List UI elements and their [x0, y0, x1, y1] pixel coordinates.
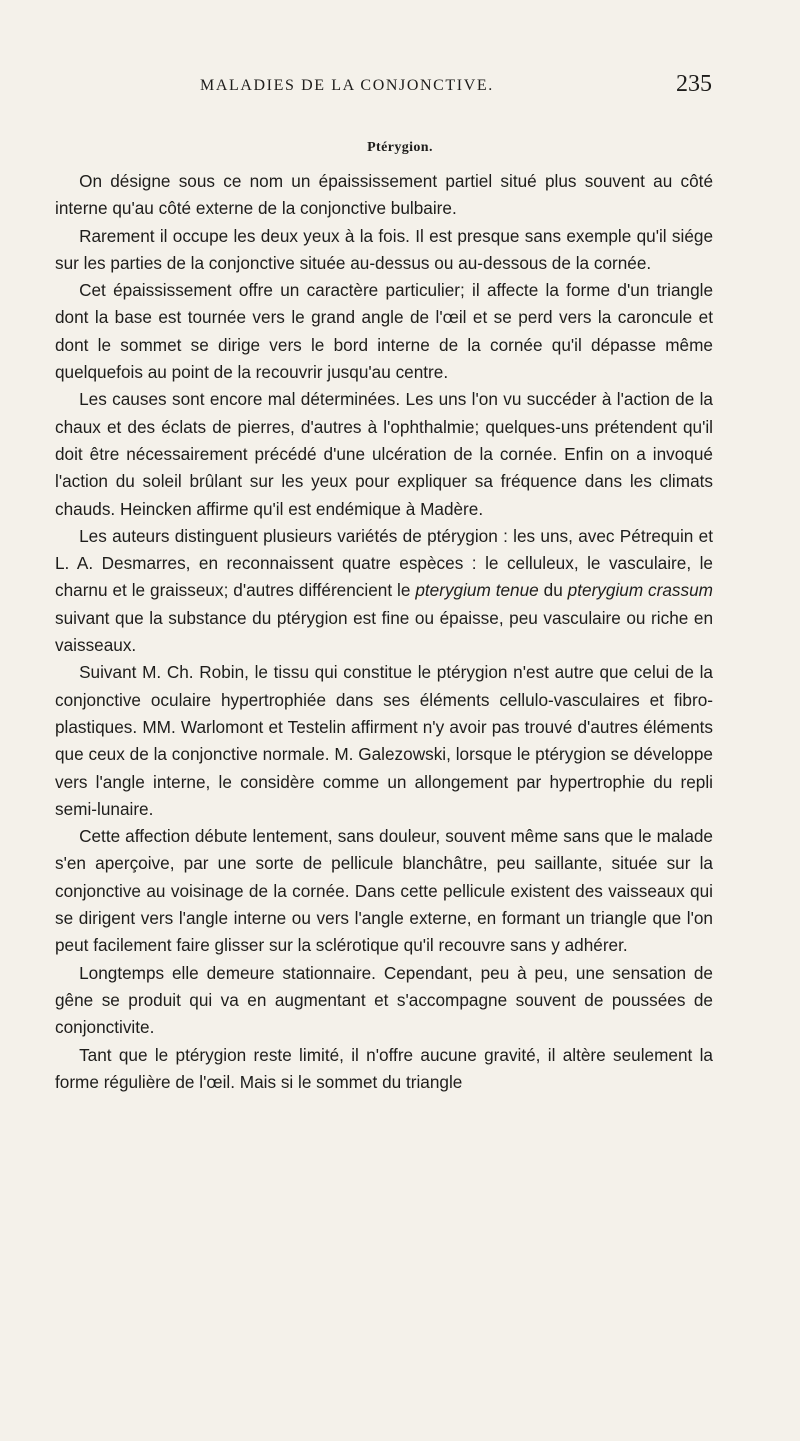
section-title: Ptérygion.: [367, 140, 433, 155]
running-head: MALADIES DE LA CONJONCTIVE.: [200, 77, 494, 94]
page-header: [200, 71, 712, 107]
paragraph-text: Les auteurs distinguent plusieurs variétés de ptérygion : les uns, avec Pétrequin et L. A. Desmarres, en reconnaissent quatre espèces : le celluleux, le vasculaire, le charnu et le graisseux; d'autres différencient le: [55, 525, 713, 601]
paragraph-text: du: [538, 580, 568, 601]
paragraph: Les causes sont encore mal déterminées. Les uns l'on vu succéder à l'action de la chaux et des éclats de pierres, d'autres à l'ophthalmie; quelques-uns prétendent qu'il doit être nécessairement précédé d'une ulcération de la cornée. Enfin on a invoqué l'action du soleil brûlant sur les yeux pour expliquer sa fréquence dans les climats chauds. Heincken affirme qu'il est endémique à Madère.: [55, 389, 713, 519]
italic-term: pterygium tenue: [415, 580, 539, 601]
paragraph: Longtemps elle demeure stationnaire. Cependant, peu à peu, une sensation de gêne se produit qui va en augmentant et s'accompagne souvent de poussées de conjonctivite.: [55, 962, 713, 1038]
page-number: 235: [676, 71, 712, 97]
paragraph: Tant que le ptérygion reste limité, il n'offre aucune gravité, il altère seulement la forme régulière de l'œil. Mais si le sommet du triangle: [55, 1044, 713, 1092]
paragraph: Suivant M. Ch. Robin, le tissu qui constitue le ptérygion n'est autre que celui de la conjonctive oculaire hypertrophiée dans ses éléments cellulo-vasculaires et fibro-plastiques. MM. Warlomont et Testelin affirment n'y avoir pas trouvé d'autres éléments que ceux de la conjonctive normale. M. Galezowski, lorsque le ptérygion se développe vers l'angle interne, le considère comme un allongement par hypertrophie du repli semi-lunaire.: [55, 662, 713, 819]
paragraph: Cet épaississement offre un caractère particulier; il affecte la forme d'un triangle dont la base est tournée vers le grand angle de l'œil et se perd vers la caroncule et dont le sommet se dirige vers le bord interne de la cornée qu'il dépasse même quelquefois au point de la recouvrir jusqu'au centre.: [55, 280, 713, 383]
italic-term: pterygium crassum: [567, 580, 713, 601]
paragraph-text: suivant que la substance du ptérygion est fine ou épaisse, peu vasculaire ou riche en vaisseaux.: [55, 607, 713, 656]
paragraph: Rarement il occupe les deux yeux à la fois. Il est presque sans exemple qu'il siége sur les parties de la conjonctive située au-dessus ou au-dessous de la cornée.: [55, 225, 713, 273]
paragraph: Cette affection débute lentement, sans douleur, souvent même sans que le malade s'en aperçoive, par une sorte de pellicule blanchâtre, peu saillante, située sur la conjonctive au voisinage de la cornée. Dans cette pellicule existent des vaisseaux qui se dirigent vers l'angle interne ou vers l'angle externe, en formant un triangle que l'on peut facilement faire glisser sur la sclérotique qu'il recouvre sans y adhérer.: [55, 826, 713, 956]
paragraph: [55, 523, 713, 659]
body-text: [55, 168, 713, 1096]
paragraph: On désigne sous ce nom un épaississement partiel situé plus souvent au côté interne qu'au côté externe de la conjonctive bulbaire.: [55, 171, 713, 219]
